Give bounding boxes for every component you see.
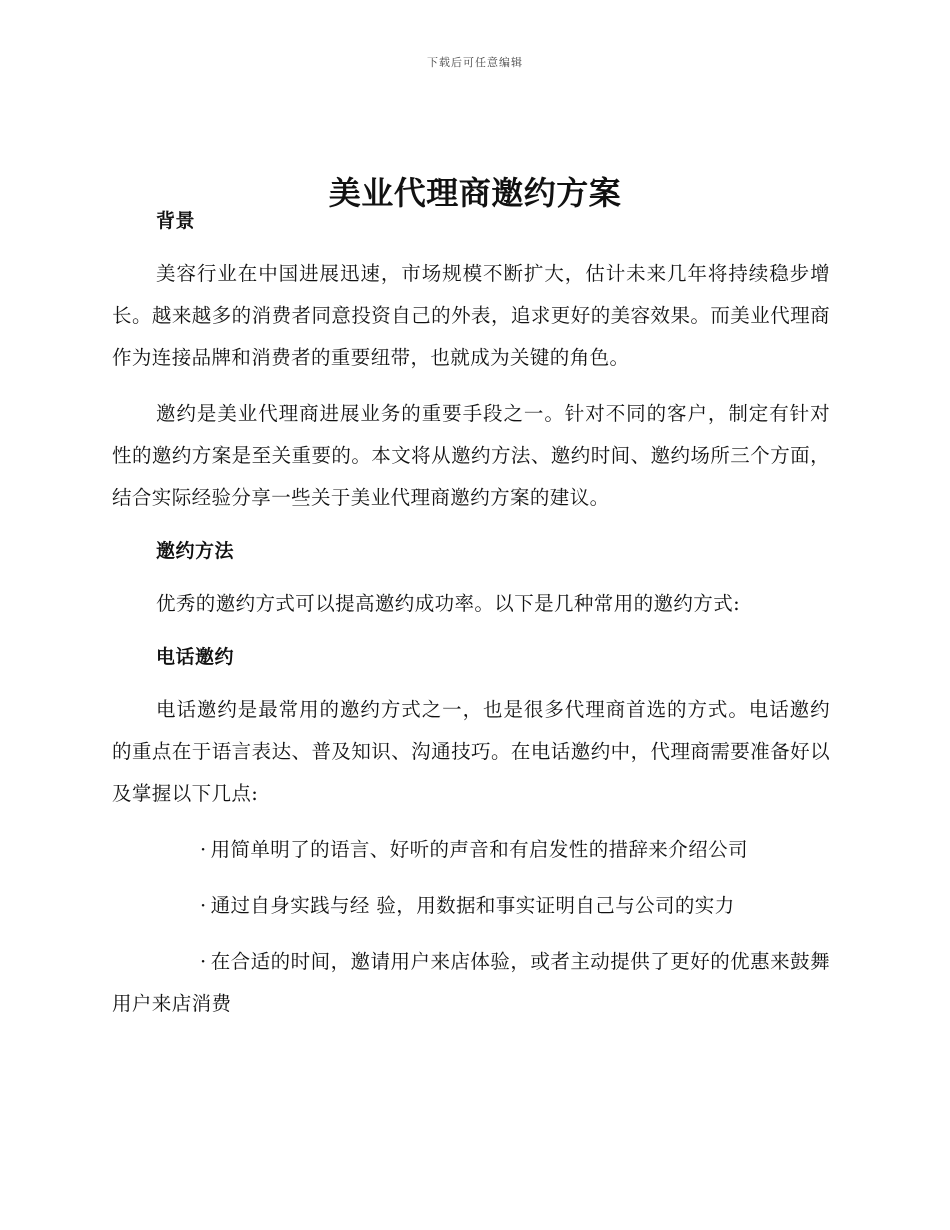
document-body (112, 201, 830, 1025)
bullet-marker: · (200, 894, 207, 917)
heading-methods: 邀约方法 (156, 540, 235, 562)
bullet-text: 通过自身实践与经 验，用数据和事实证明自己与公司的实力 (210, 894, 735, 917)
bullet-item (112, 829, 830, 871)
spacer (112, 571, 830, 583)
bullet-marker: · (200, 950, 207, 973)
spacer (112, 927, 830, 941)
paragraph-background-1: 美容行业在中国进展迅速，市场规模不断扩大，估计未来几年将持续稳步增长。越来越多的消费者同意投资自己的外表，追求更好的美容效果。而美业代理商作为连接品牌和消费者的重要纽带，也就成为关键的角色。 (112, 262, 830, 369)
heading-background: 背景 (156, 210, 196, 232)
bullet-text: 在合适的时间，邀请用户来店体验，或者主动提供了更好的优惠来鼓舞用户来店消费 (112, 950, 830, 1015)
bullet-marker: · (200, 838, 207, 861)
paragraph-background-2: 邀约是美业代理商进展业务的重要手段之一。针对不同的客户，制定有针对性的邀约方案是至关重要的。本文将从邀约方法、邀约时间、邀约场所三个方面，结合实际经验分享一些关于美业代理商邀约方案的建议。 (112, 402, 830, 509)
spacer (112, 625, 830, 637)
heading-phone-invitation: 电话邀约 (156, 646, 235, 668)
page-header-note: 下载后可任意编辑 (427, 56, 523, 69)
spacer (112, 677, 830, 689)
bullet-text: 用简单明了的语言、好听的声音和有启发性的措辞来介绍公司 (210, 838, 748, 861)
spacer (112, 379, 830, 393)
spacer (112, 519, 830, 531)
spacer (112, 871, 830, 885)
paragraph-methods-intro: 优秀的邀约方式可以提高邀约成功率。以下是几种常用的邀约方式: (156, 592, 741, 615)
document-title: 美业代理商邀约方案 (328, 174, 622, 213)
bullet-item (112, 885, 830, 927)
paragraph-phone-intro: 电话邀约是最常用的邀约方式之一，也是很多代理商首选的方式。电话邀约的重点在于语言表达、普及知识、沟通技巧。在电话邀约中，代理商需要准备好以及掌握以下几点: (112, 698, 830, 805)
spacer (112, 815, 830, 829)
spacer (112, 241, 830, 253)
bullet-item (112, 941, 830, 1025)
